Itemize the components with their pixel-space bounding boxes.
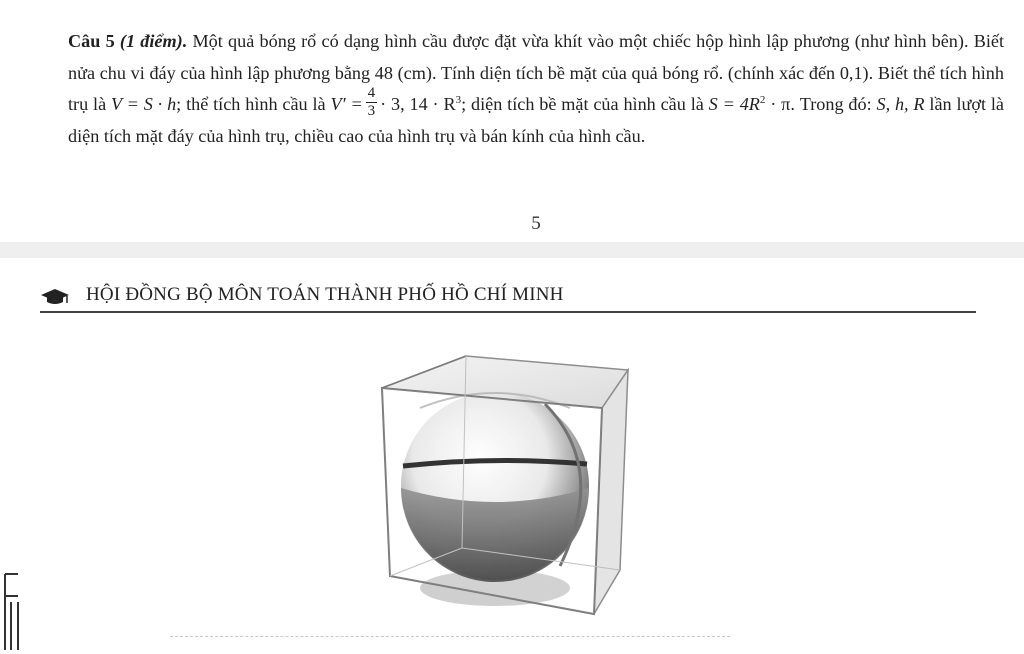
bottom-dashed-line xyxy=(170,636,730,638)
problem-text-1: Một quả bóng rổ có dạng hình cầu được đặt vừa khít vào một chiếc hộp hình lập phương (như hình bên). Biết nửa chu vi đáy của hình lập phương bằng 48 (cm). Tính diện tích bề mặt của quả bóng rổ. (chính xác đến 0,1). Biết thể tích hình trụ là xyxy=(68,31,1005,114)
formula-sphere-area-lhs: S = 4R xyxy=(708,94,760,114)
page-header xyxy=(40,283,976,313)
formula-sphere-rhs: · 3, 14 · R xyxy=(380,94,456,114)
problem-text-5: lần lượt là diện tích mặt đáy của hình trụ, chiều cao của hình trụ và bán kính của hình cầu. xyxy=(68,94,1004,146)
basketball-in-cube-figure xyxy=(370,348,640,632)
formula-sphere-lhs: V′ = xyxy=(330,94,363,114)
side-margin-marks xyxy=(2,572,22,650)
fraction-denominator: 3 xyxy=(367,103,376,120)
variable-list: S, h, R xyxy=(876,94,925,114)
page-number: 5 xyxy=(531,213,541,234)
fraction-numerator: 4 xyxy=(367,85,376,102)
page-separator xyxy=(0,242,1024,258)
header-title: HỘI ĐỒNG BỘ MÔN TOÁN THÀNH PHỐ HỒ CHÍ MINH xyxy=(86,284,564,305)
problem-text-2: ; thể tích hình cầu là xyxy=(176,94,326,114)
exponent-two: 2 xyxy=(759,93,766,106)
formula-cylinder-volume: V = S · h xyxy=(111,94,177,114)
formula-sphere-area-rhs: · π xyxy=(770,94,791,114)
graduation-cap-icon xyxy=(40,287,70,309)
problem-points: (1 điểm). xyxy=(119,31,188,51)
exponent-three: 3 xyxy=(455,93,462,106)
problem-text-3: ; diện tích bề mặt của hình cầu là xyxy=(461,94,704,114)
problem-statement xyxy=(68,26,1004,152)
fraction-four-thirds xyxy=(366,86,378,119)
document-page-top xyxy=(0,0,1024,242)
problem-text-4: . Trong đó: xyxy=(790,94,872,114)
problem-label: Câu 5 xyxy=(68,31,115,51)
